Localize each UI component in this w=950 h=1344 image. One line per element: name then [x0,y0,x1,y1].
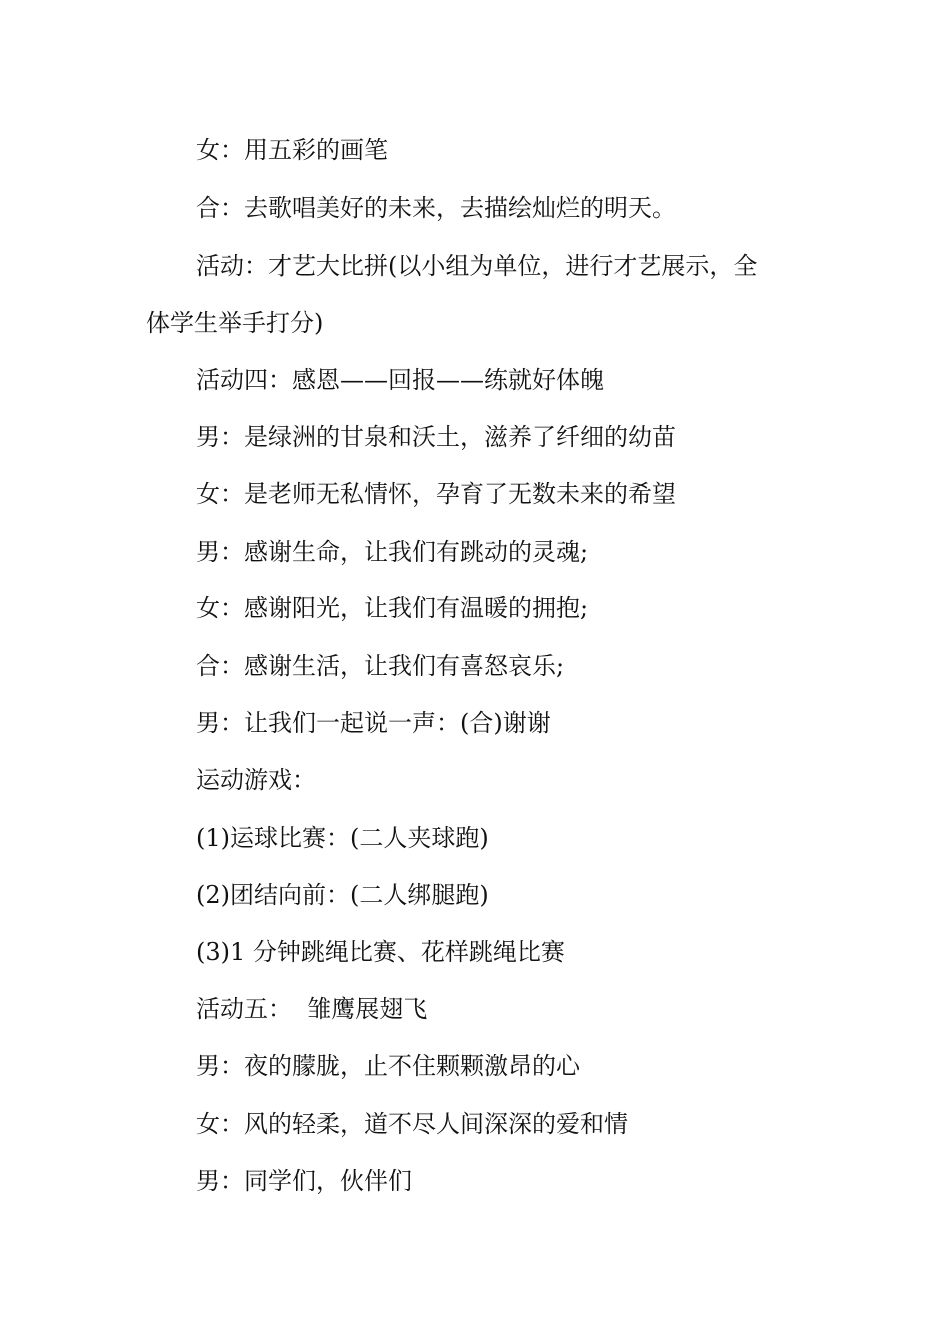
section-heading-sports-games: 运动游戏： [196,766,316,794]
text-line-4: 体学生举手打分) [146,309,324,337]
text-line-10: 合：感谢生活，让我们有喜怒哀乐; [196,652,565,680]
text-line-3: 活动：才艺大比拼(以小组为单位，进行才艺展示，全 [196,252,758,280]
text-line-9: 女：感谢阳光，让我们有温暖的拥抱; [196,594,589,622]
list-item-1: (1)运球比赛：(二人夹球跑) [196,824,489,852]
text-line-8: 男：感谢生命，让我们有跳动的灵魂; [196,538,589,566]
section-heading-activity-5: 活动五： 雏鹰展翅飞 [196,995,428,1023]
section-heading-activity-4: 活动四：感恩——回报——练就好体魄 [196,366,604,394]
text-line-6: 男：是绿洲的甘泉和沃土，滋养了纤细的幼苗 [196,423,676,451]
text-line-19: 男：同学们，伙伴们 [196,1167,412,1195]
list-item-2: (2)团结向前：(二人绑腿跑) [196,881,489,909]
list-item-3: (3)1 分钟跳绳比赛、花样跳绳比赛 [196,938,565,966]
text-line-18: 女：风的轻柔，道不尽人间深深的爱和情 [196,1110,628,1138]
text-line-11: 男：让我们一起说一声：(合)谢谢 [196,709,551,737]
text-line-7: 女：是老师无私情怀，孕育了无数未来的希望 [196,480,676,508]
text-line-2: 合：去歌唱美好的未来，去描绘灿烂的明天。 [196,194,676,222]
text-line-1: 女：用五彩的画笔 [196,136,388,164]
text-line-17: 男：夜的朦胧，止不住颗颗激昂的心 [196,1052,580,1080]
